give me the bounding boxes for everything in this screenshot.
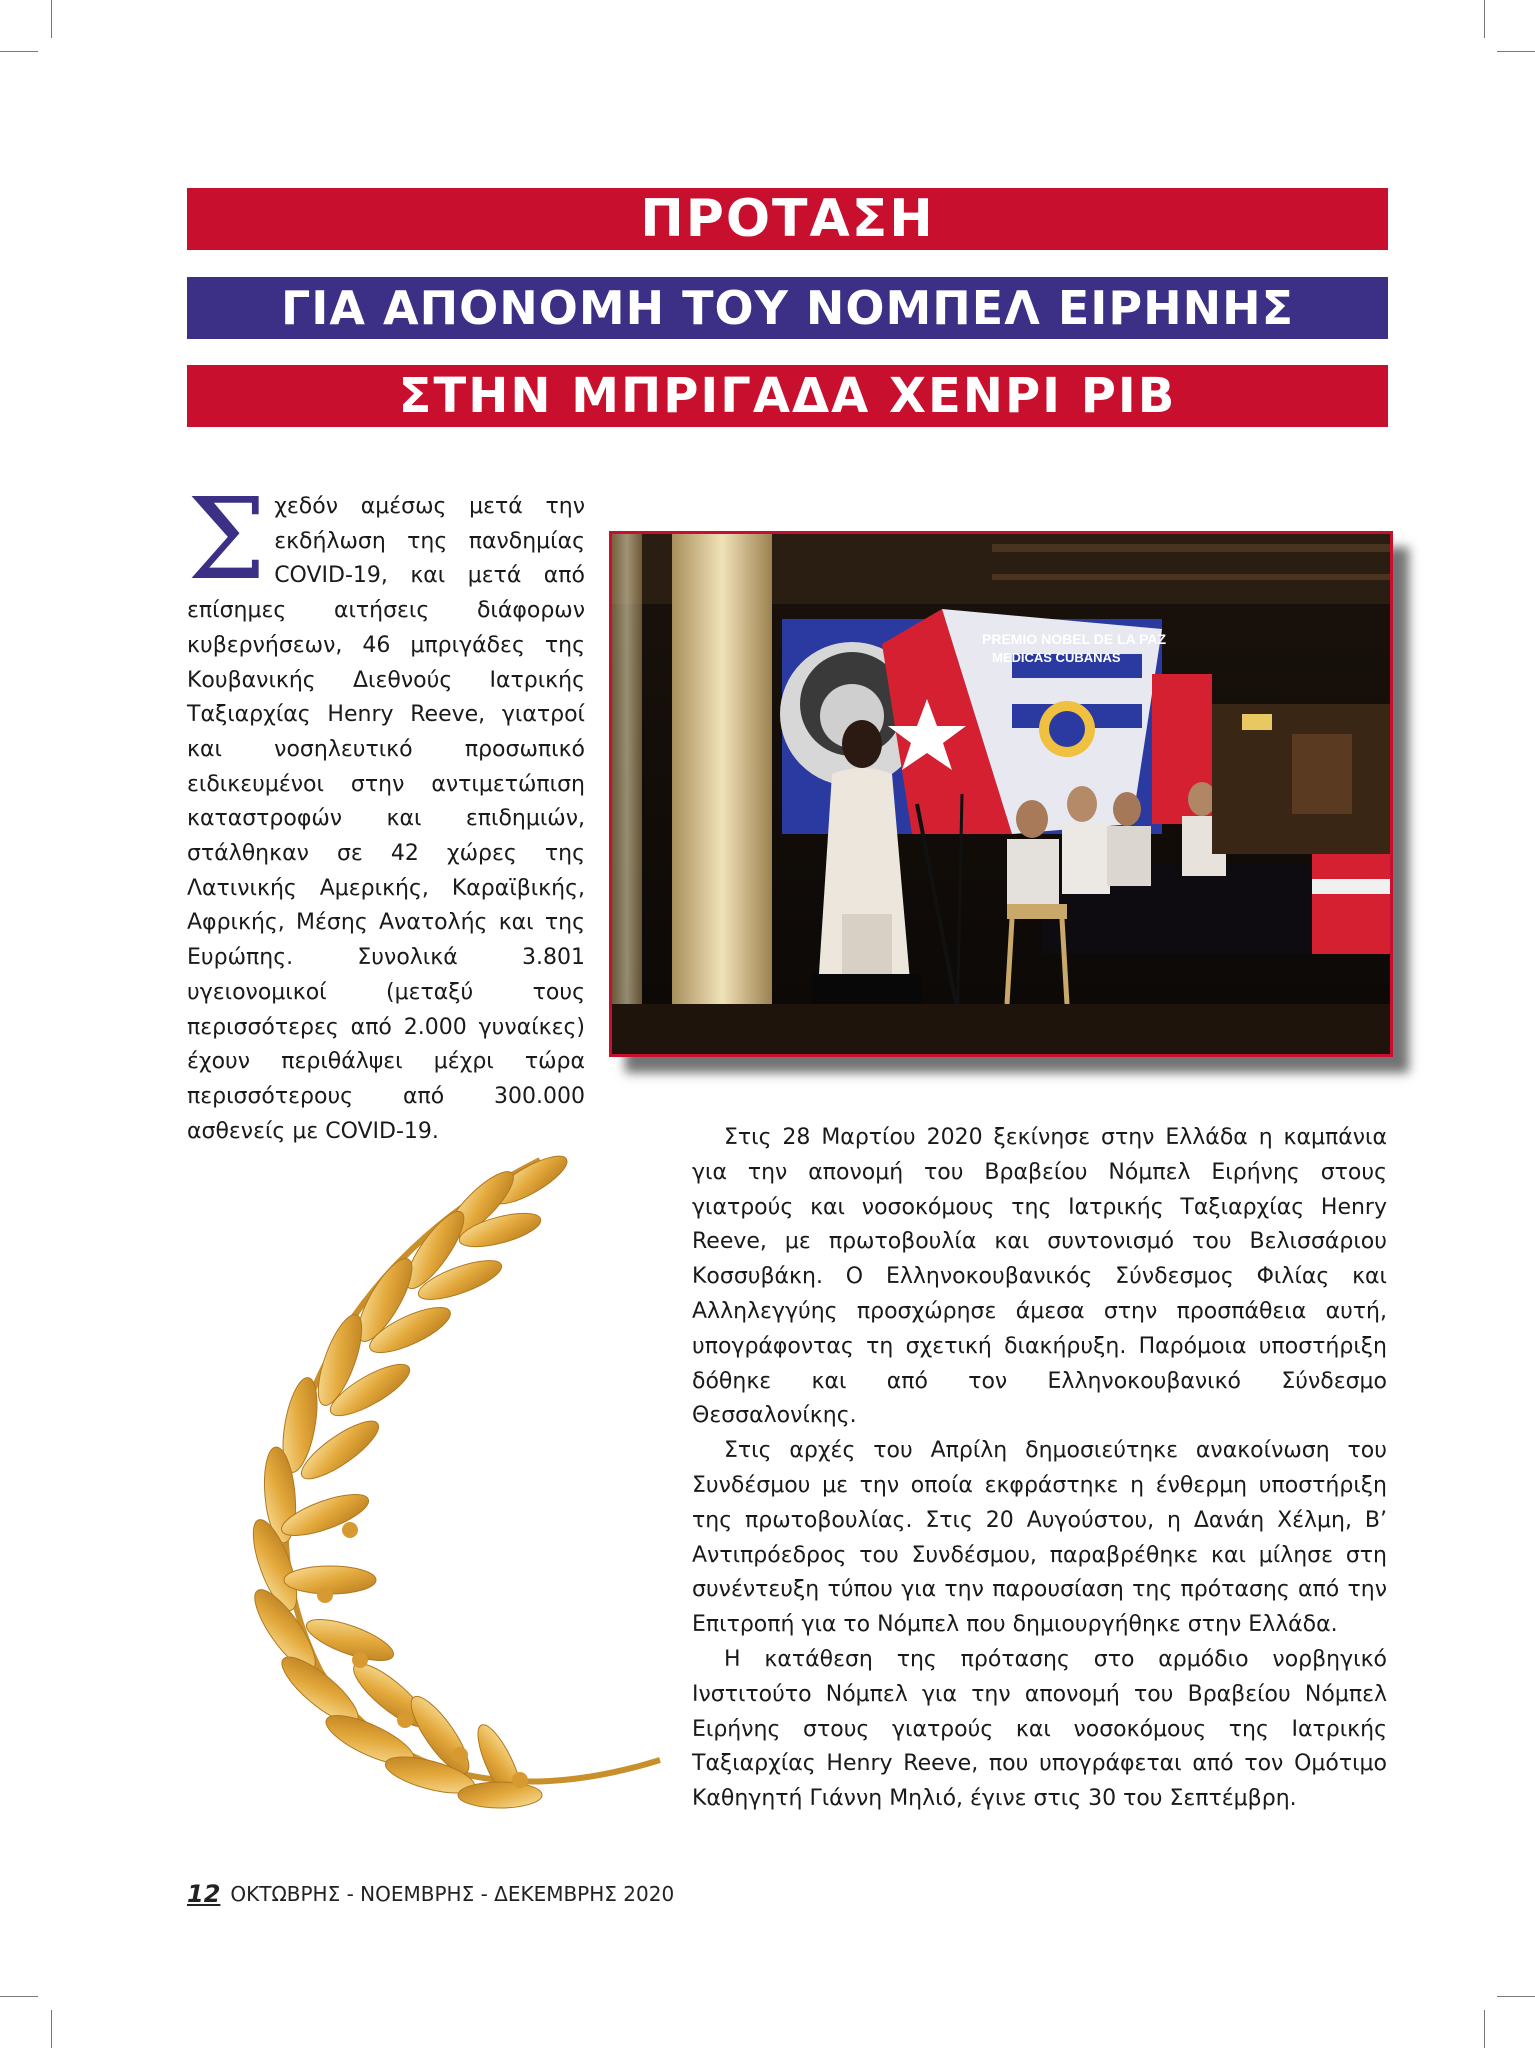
right-paragraph-1: Στις 28 Μαρτίου 2020 ξεκίνησε στην Ελλάδα η καμπάνια για την απονομή του Βραβείου Νόμπελ Ειρήνης στους γιατρούς και νοσοκόμους της Ιατρικής Ταξιαρχίας Henry Reeve, με πρωτοβουλία και συντονισμό του Βελισσάριου Κοσσυβάκη. Ο Ελληνοκουβανικός Σύνδεσμος Φιλίας και Αλληλεγγύης προσχώρησε άμεσα στην προσπάθεια αυτή, υπογράφοντας τη σχετική διακήρυξη. Παρόμοια υποστήριξη δόθηκε και από τον Ελληνοκουβανικό Σύνδεσμο Θεσσαλονίκης.	[692, 1125, 1387, 1429]
crop-mark	[0, 51, 38, 52]
crop-mark	[1497, 51, 1535, 52]
title-banner-line3: ΣΤΗΝ ΜΠΡΙΓΑΔΑ ΧΕΝΡΙ ΡΙΒ	[187, 365, 1388, 427]
right-column	[692, 1121, 1387, 1817]
left-paragraph: χεδόν αμέσως μετά την εκδήλωση της πανδημίας COVID-19, και μετά από επίσημες αιτήσεις διάφορων κυβερνήσεων, 46 μπριγάδες της Κουβανικής Διεθνούς Ιατρικής Ταξιαρχίας Henry Reeve, γιατροί και νοσηλευτικό προσωπικό ειδικευμένοι στην αντιμετώπιση καταστροφών και επιδημιών, στάλθηκαν σε 42 χώρες της Λατινικής Αμερικής, Καραϊβικής, Αφρικής, Μέσης Ανατολής και της Ευρώπης. Συνολικά 3.801 υγειονομικοί (μεταξύ τους περισσότερες από 2.000 γυναίκες) έχουν περιθάλψει μέχρι τώρα περισσότερους από 300.000 ασθενείς με COVID-19.	[187, 494, 585, 1144]
photo-banner-text-1: PREMIO NOBEL DE LA PAZ	[982, 631, 1167, 647]
event-photo-illustration	[612, 534, 1390, 1054]
right-paragraph-2: Στις αρχές του Απρίλη δημοσιεύτηκε ανακοίνωση του Συνδέσμου με την οποία εκφράστηκε η ένθερμη υποστήριξη της πρωτοβουλίας. Στις 20 Αυγούστου, η Δανάη Χέλμη, Β’ Αντιπρόεδρος του Συνδέσμου, παραβρέθηκε και μίλησε στη συνέντευξη τύπου για την παρουσίαση της πρότασης από την Επιτροπή για το Νόμπελ που δημιουργήθηκε στην Ελλάδα.	[692, 1438, 1387, 1638]
page-footer	[187, 1877, 674, 1911]
title-banner-line2: ΓΙΑ ΑΠΟΝΟΜΗ ΤΟΥ ΝΟΜΠΕΛ ΕΙΡΗΝΗΣ	[187, 277, 1388, 339]
left-column	[187, 475, 585, 1149]
crop-mark	[0, 1996, 38, 1997]
crop-mark	[1484, 0, 1485, 38]
right-paragraph-3: Η κατάθεση της πρότασης στο αρμόδιο νορβηγικό Ινστιτούτο Νόμπελ για την απονομή του Βραβείου Νόμπελ Ειρήνης στους γιατρούς και νοσοκόμους της Ιατρικής Ταξιαρχίας Henry Reeve, που υπογράφεται από τον Ομότιμο Καθηγητή Γιάννη Μηλιό, έγινε στις 30 του Σεπτέμβρη.	[692, 1646, 1387, 1812]
drop-cap: Σ	[187, 475, 267, 605]
photo-banner-text-2: MEDICAS CUBANAS	[992, 650, 1121, 665]
title-banner-line1: ΠΡΟΤΑΣΗ	[187, 188, 1388, 250]
crop-mark	[1497, 1996, 1535, 1997]
crop-mark	[51, 2010, 52, 2048]
crop-mark	[1484, 2010, 1485, 2048]
crop-mark	[51, 0, 52, 38]
event-photo	[609, 531, 1393, 1057]
issue-label: ΟΚΤΩΒΡΗΣ - ΝΟΕΜΒΡΗΣ - ΔΕΚΕΜΒΡΗΣ 2020	[230, 1882, 675, 1906]
laurel-branch-icon	[200, 1150, 670, 1830]
page-number: 12	[187, 1880, 221, 1908]
